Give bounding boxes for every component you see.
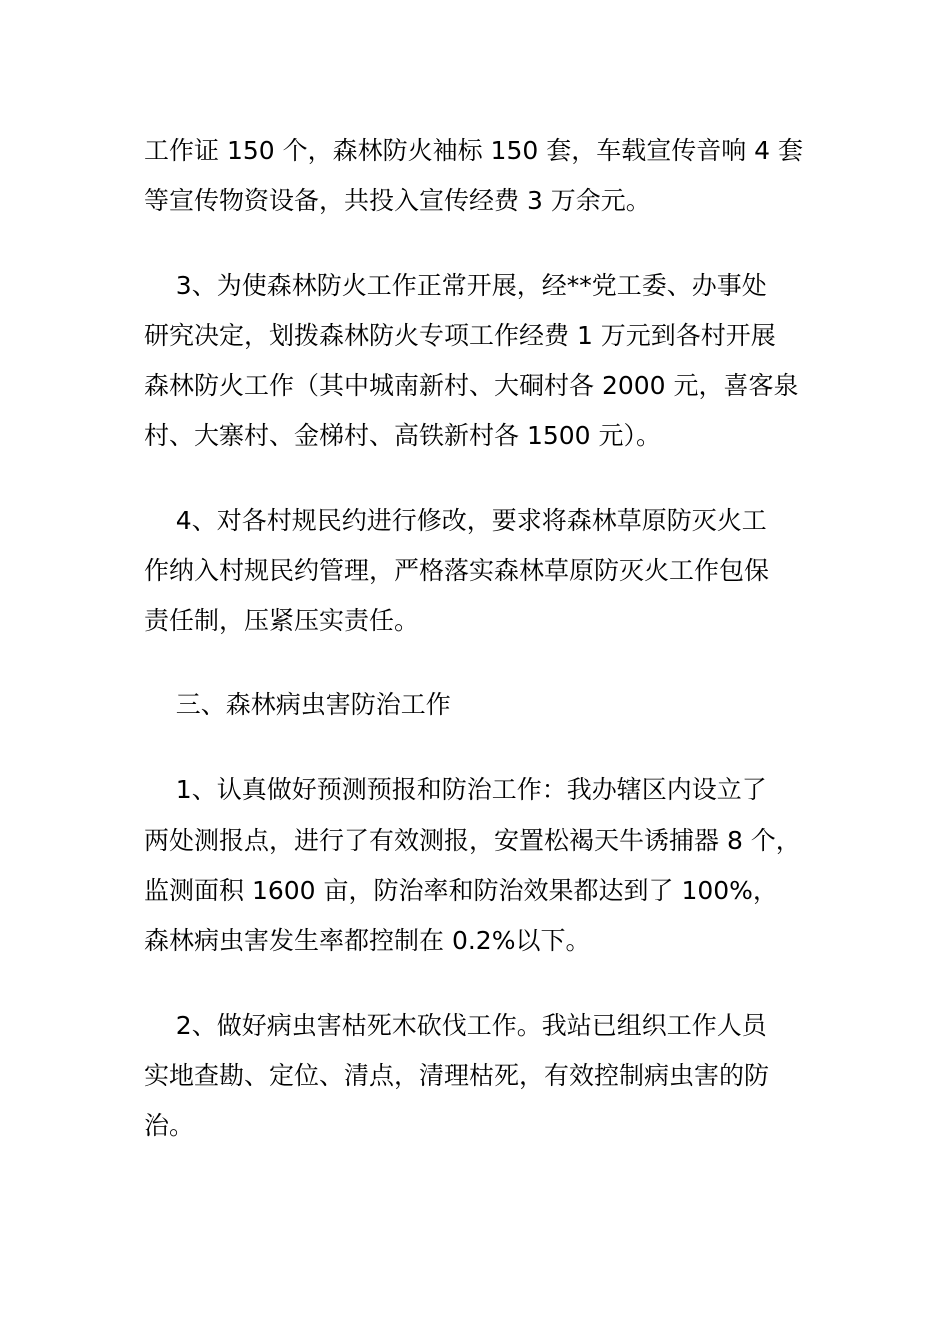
text-line-6: 村、大寨村、金梯村、高铁新村各 1500 元）。 <box>144 421 662 450</box>
text-line-4: 研究决定，划拨森林防火专项工作经费 1 万元到各村开展 <box>144 321 776 350</box>
text-line-14: 森林病虫害发生率都控制在 0.2%以下。 <box>144 926 591 955</box>
text-line-13: 监测面积 1600 亩，防治率和防治效果都达到了 100%， <box>144 876 778 905</box>
text-line-15: 2、做好病虫害枯死木砍伐工作。我站已组织工作人员 <box>144 1011 767 1040</box>
section-heading: 三、森林病虫害防治工作 <box>144 690 451 719</box>
text-line-3: 3、为使森林防火工作正常开展，经**党工委、办事处 <box>144 271 767 300</box>
text-line-9: 责任制，压紧压实责任。 <box>144 606 420 635</box>
text-line-7: 4、对各村规民约进行修改，要求将森林草原防灭火工 <box>144 506 767 535</box>
text-line-16: 实地查勘、定位、清点，清理枯死，有效控制病虫害的防 <box>144 1061 770 1090</box>
text-line-17: 治。 <box>144 1111 195 1140</box>
text-line-5: 森林防火工作（其中城南新村、大硐村各 2000 元，喜客泉 <box>144 371 799 400</box>
text-line-8: 作纳入村规民约管理，严格落实森林草原防灭火工作包保 <box>144 556 770 585</box>
text-line-11: 1、认真做好预测预报和防治工作：我办辖区内设立了 <box>144 775 767 804</box>
text-line-12: 两处测报点，进行了有效测报，安置松褐天牛诱捕器 8 个， <box>144 826 801 855</box>
text-line-2: 等宣传物资设备，共投入宣传经费 3 万余元。 <box>144 186 651 215</box>
text-line-1: 工作证 150 个，森林防火袖标 150 套，车载宣传音响 4 套 <box>144 136 804 165</box>
